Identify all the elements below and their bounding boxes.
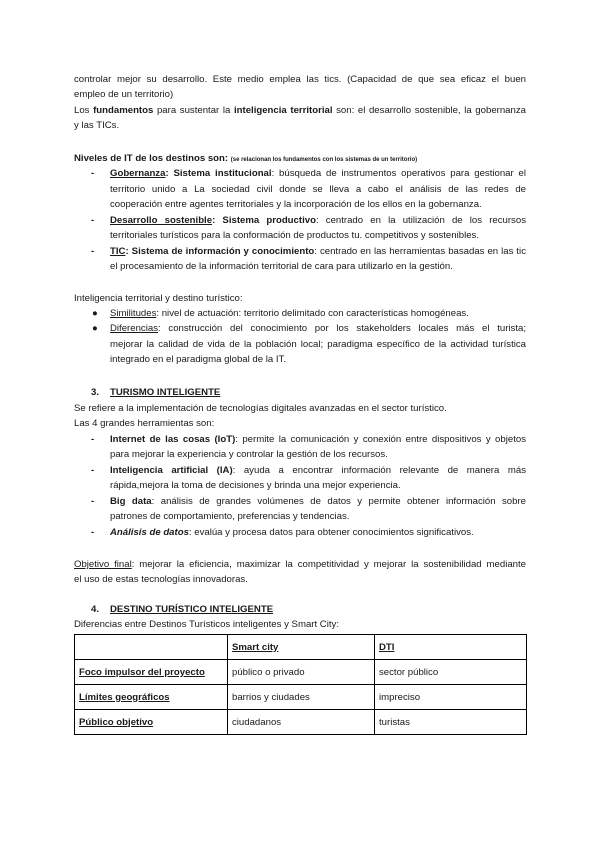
- diferencias-item-line-3: integrado en el paradigma global de la IT.: [110, 354, 287, 365]
- diferencias-item: Diferencias: construcción del conocimiento por los stakeholders locales más el turista;: [110, 323, 526, 334]
- inteligencia-territorial-term: inteligencia territorial: [233, 105, 333, 116]
- niveles-item-tic: TIC: Sistema de información y conocimiento: centrado en las herramientas basadas en las tic: [110, 246, 526, 257]
- table-row-label: Foco impulsor del proyecto: [75, 660, 228, 685]
- list-dash: -: [91, 168, 95, 179]
- section-4-title: DESTINO TURÍSTICO INTELIGENTE: [110, 604, 274, 615]
- section-4-intro: Diferencias entre Destinos Turísticos inteligentes y Smart City:: [74, 619, 339, 630]
- table-header-cell: DTI: [375, 635, 527, 660]
- niveles-item-gobernanza-line-2: territorio unido a La sociedad civil donde se lleva a cabo el análisis de las redes de: [110, 184, 526, 195]
- table-cell: barrios y ciudades: [228, 685, 375, 710]
- list-dash: -: [91, 496, 95, 507]
- tool-ia: Inteligencia artificial (IA): ayuda a encontrar información relevante de manera más: [110, 465, 527, 476]
- tool-iot: Internet de las cosas (IoT): permite la comunicación y conexión entre dispositivos y objetos: [110, 434, 526, 445]
- niveles-item-desarrollo-line-2: territoriales turísticos para la conformación de productos tu. competitivos y sostenibles.: [110, 230, 479, 241]
- bullet-icon: ●: [92, 308, 98, 319]
- tool-iot-line-2: para mejorar la experiencia y controlar la gestión de los recursos.: [110, 449, 388, 460]
- niveles-item-gobernanza: Gobernanza: Sistema institucional: búsqueda de instrumentos operativos para gestionar el: [110, 168, 526, 179]
- section-3-intro: Se refiere a la implementación de tecnologías digitales avanzadas en el sector turístico.: [74, 403, 447, 414]
- niveles-note: (se relacionan los fundamentos con los sistemas de un territorio): [230, 157, 418, 163]
- section-3-title: TURISMO INTELIGENTE: [110, 387, 221, 398]
- fundamentos-line-2: y las TICs.: [74, 120, 120, 131]
- table-header-row: [75, 635, 527, 660]
- tool-ia-line-2: rápida,mejora la toma de decisiones y brinda una mejor experiencia.: [110, 480, 401, 491]
- table-cell: sector público: [375, 660, 527, 685]
- section-3-number: 3.: [91, 387, 100, 398]
- table-header-cell: [75, 635, 228, 660]
- list-dash: -: [91, 465, 95, 476]
- objective-line-1: Objetivo final: mejorar la eficiencia, maximizar la competitividad y mejorar la sostenibilidad mediante: [74, 559, 526, 570]
- list-dash: -: [91, 215, 95, 226]
- comparison-table: [74, 634, 527, 735]
- section-3-intro-2: Las 4 grandes herramientas son:: [74, 418, 215, 429]
- tool-big-data: Big data: análisis de grandes volúmenes de datos y permite obtener información sobre: [110, 496, 526, 507]
- table-row-label: Límites geográficos: [75, 685, 228, 710]
- intro-line-2: empleo de un territorio): [74, 89, 174, 100]
- objective-label: Objetivo final: [74, 559, 132, 570]
- section-4-number: 4.: [91, 604, 100, 615]
- tool-analisis-datos: Análisis de datos: evalúa y procesa datos para obtener conocimientos significativos.: [110, 527, 474, 538]
- bullet-icon: ●: [92, 323, 98, 334]
- table-row-label: Público objetivo: [75, 710, 228, 735]
- fundamentos-term: fundamentos: [93, 105, 154, 116]
- list-dash: -: [91, 527, 95, 538]
- diferencias-item-line-2: mejorar la calidad de vida de la población local; paradigma específico de la actividad turística: [110, 339, 526, 350]
- similitudes-item: Similitudes: nivel de actuación: territorio delimitado con características homogéneas.: [110, 308, 469, 319]
- niveles-item-desarrollo: Desarrollo sostenible: Sistema productivo: centrado en la utilización de los recursos: [110, 215, 526, 226]
- niveles-item-gobernanza-line-3: cooperación entre agentes territoriales y la incorporación de los ellos en la gobernanza.: [110, 199, 482, 210]
- list-dash: -: [91, 246, 95, 257]
- tool-big-data-line-2: patrones de comportamiento, preferencias y tendencias.: [110, 511, 350, 522]
- table-cell: turistas: [375, 710, 527, 735]
- it-destino-heading: Inteligencia territorial y destino turístico:: [74, 293, 243, 304]
- fundamentos-line-1: Los fundamentos para sustentar la inteligencia territorial son: el desarrollo sostenible, la gobernanza: [74, 105, 526, 116]
- table-row: [75, 660, 527, 685]
- table-cell: público o privado: [228, 660, 375, 685]
- niveles-item-tic-line-2: el procesamiento de la información territorial de cara para utilizarlo en la gestión.: [110, 261, 453, 272]
- table-header-cell: Smart city: [228, 635, 375, 660]
- table-cell: ciudadanos: [228, 710, 375, 735]
- list-dash: -: [91, 434, 95, 445]
- table-cell: impreciso: [375, 685, 527, 710]
- table-row: [75, 710, 527, 735]
- intro-line-1: controlar mejor su desarrollo. Este medio emplea las tics. (Capacidad de que sea eficaz el buen: [74, 74, 526, 85]
- niveles-heading: Niveles de IT de los destinos son: (se relacionan los fundamentos con los sistemas de un territorio): [74, 153, 418, 164]
- table-row: [75, 685, 527, 710]
- objective-line-2: el uso de estas tecnologías innovadoras.: [74, 574, 248, 585]
